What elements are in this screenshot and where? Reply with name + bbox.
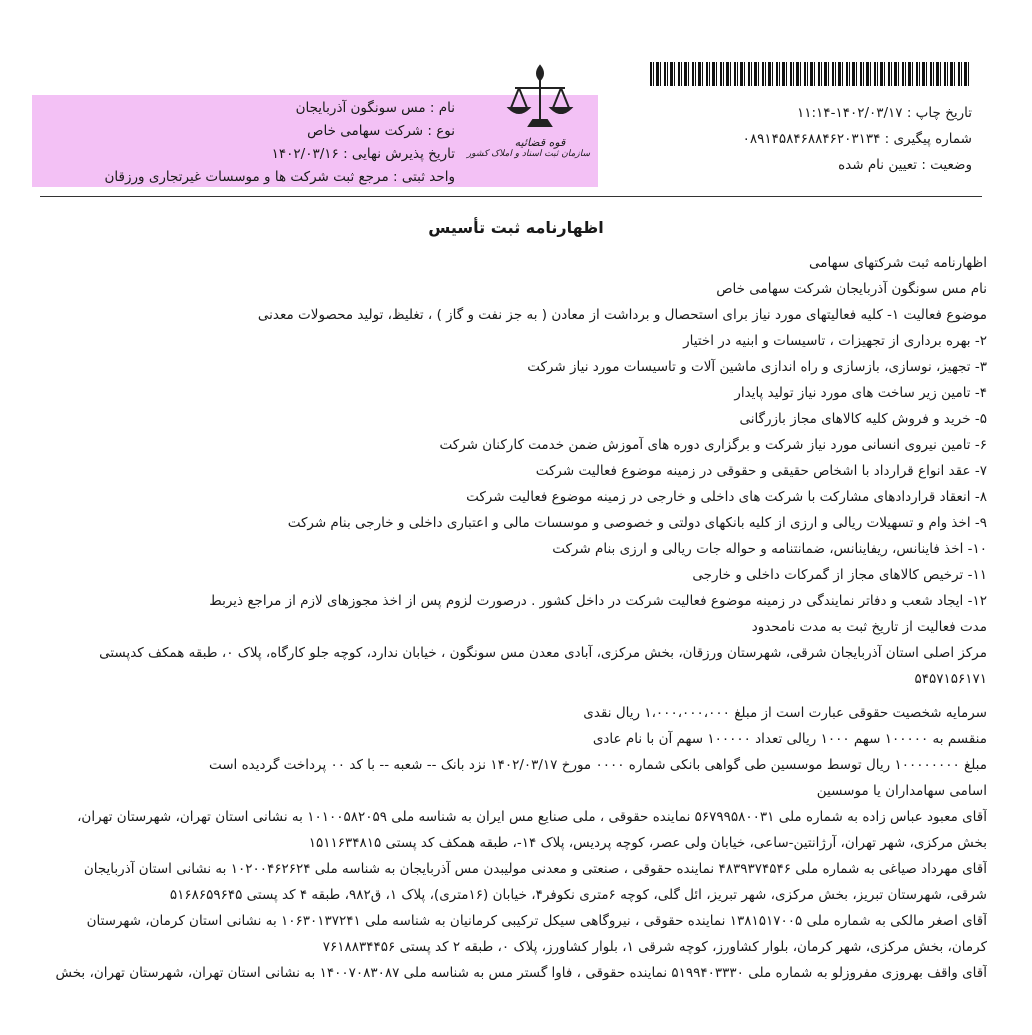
body-line: ۹- اخذ وام و تسهیلات ریالی و ارزی از کلیه بانکهای دولتی و خصوصی و موسسات مالی و اعتباری داخلی و خارجی بنام شرکت	[287, 515, 987, 531]
body-line: آقای اصغر مالکی به شماره ملی ۱۳۸۱۵۱۷۰۰۵ نماینده حقوقی ، نیروگاهی سیکل ترکیبی کرمانیان به شناسه ملی ۱۰۶۳۰۱۳۷۲۴۱ به نشانی استان کرمان، شهرستان	[86, 913, 987, 929]
body-line: ۶- تامین نیروی انسانی مورد نیاز شرکت و برگزاری دوره های آموزش ضمن خدمت کارکنان شرکت	[439, 437, 987, 453]
body-line: ۷- عقد انواع قرارداد با اشخاص حقیقی و حقوقی در زمینه موضوع فعالیت شرکت	[535, 463, 987, 479]
body-line: ۵- خرید و فروش کلیه کالاهای مجاز بازرگانی	[739, 411, 987, 427]
scales-icon	[505, 62, 575, 134]
company-info	[60, 95, 455, 189]
body-line: اظهارنامه ثبت شرکتهای سهامی	[809, 255, 987, 271]
body-line: نام مس سونگون آذربایجان شرکت سهامی خاص	[716, 281, 987, 297]
header-divider	[40, 196, 982, 197]
body-line: آقای مهرداد صیاغی به شماره ملی ۴۸۳۹۳۷۴۵۴۶ نماینده حقوقی ، صنعتی و معدنی مولیبدن مس آذربایجان به شناسه ملی ۱۰۲۰۰۴۶۲۶۲۴ به نشانی استان آذربایجان	[83, 861, 987, 877]
body-line: ۳- تجهیز، نوسازی، بازسازی و راه اندازی ماشین آلات و تاسیسات مورد نیاز شرکت	[527, 359, 987, 375]
body-line: سرمایه شخصیت حقوقی عبارت است از مبلغ ۱،۰۰۰،۰۰۰،۰۰۰ ریال نقدی	[583, 705, 987, 721]
registration-unit: واحد ثبتی : مرجع ثبت شرکت ها و موسسات غیرتجاری ورزقان	[104, 169, 455, 185]
body-line: مرکز اصلی استان آذربایجان شرقی، شهرستان ورزقان، بخش مرکزی، آبادی معدن مس سونگون ، خیابان ندارد، کوچه جلو کارگاه، پلاک ۰، طبقه همکف کدپستی	[99, 645, 987, 661]
final-accept-date: تاریخ پذیرش نهایی : ۱۴۰۲/۰۳/۱۶	[271, 146, 455, 162]
body-line: ۴- تامین زیر ساخت های مورد نیاز تولید پایدار	[734, 385, 987, 401]
company-name: نام : مس سونگون آذربایجان	[295, 100, 455, 116]
body-line: ۲- بهره برداری از تجهیزات ، تاسیسات و ابنیه در اختیار	[683, 333, 987, 349]
body-line: مدت فعالیت از تاریخ ثبت به مدت نامحدود	[751, 619, 987, 635]
status-text: وضعیت : تعیین نام شده	[838, 157, 972, 173]
company-type: نوع : شرکت سهامی خاص	[307, 123, 455, 139]
document-title: اظهارنامه ثبت تأسیس	[428, 218, 604, 237]
body-line: آقای واقف بهروزی مفروزلو به شماره ملی ۵۱۹۹۴۰۳۳۳۰ نماینده حقوقی ، فاوا گستر مس به شناسه ملی ۱۴۰۰۷۰۸۳۰۸۷ به نشانی استان تهران، شهرستان تهران، بخش	[55, 965, 987, 981]
body-line: موضوع فعالیت ۱- کلیه فعالیتهای مورد نیاز برای استحصال و برداشت از معادن ( به جز نفت و گاز ) ، تغلیظ، تولید محصولات معدنی	[257, 307, 987, 323]
body-line: آقای معبود عباس زاده به شماره ملی ۵۶۷۹۹۵۸۰۰۳۱ نماینده حقوقی ، ملی صنایع مس ایران به شناسه ملی ۱۰۱۰۰۵۸۲۰۵۹ به نشانی استان تهران، شهرستان تهران،	[77, 809, 987, 825]
body-line: ۸- انعقاد قراردادهای مشارکت با شرکت های داخلی و خارجی در زمینه موضوع فعالیت شرکت	[466, 489, 987, 505]
print-date: تاریخ چاپ : ۱۴۰۲/۰۳/۱۷-۱۱:۱۴	[797, 105, 972, 121]
judiciary-label: قوه قضائیه	[514, 136, 566, 149]
body-line: ۵۴۵۷۱۵۶۱۷۱	[914, 671, 987, 687]
document-body	[20, 250, 987, 986]
barcode	[650, 62, 970, 86]
print-info	[612, 100, 972, 178]
body-line: ۱۰- اخذ فاینانس، ریفاینانس، ضمانتنامه و حواله جات ریالی و ارزی بنام شرکت	[552, 541, 987, 557]
body-line: منقسم به ۱۰۰۰۰۰ سهم ۱۰۰۰ ریالی تعداد ۱۰۰۰۰۰ سهم آن با نام عادی	[592, 731, 987, 747]
body-line: اسامی سهامداران یا موسسین	[816, 783, 987, 799]
org-label: سازمان ثبت اسناد و املاک کشور	[466, 149, 590, 159]
body-line: ۱۱- ترخیص کالاهای مجاز از گمرکات داخلی و خارجی	[692, 567, 987, 583]
judiciary-emblem	[466, 62, 590, 187]
body-line: مبلغ ۱۰۰۰۰۰۰۰۰ ریال توسط موسسین طی گواهی بانکی شماره ۰۰۰۰ مورخ ۱۴۰۲/۰۳/۱۷ نزد بانک -- شعبه -- با کد ۰۰ پرداخت گردیده است	[208, 757, 987, 773]
body-line: کرمان، بخش مرکزی، شهر کرمان، بلوار کشاورز، کوچه شرقی ۱، بلوار کشاورز، پلاک ۰، طبقه ۲ کد پستی ۷۶۱۸۸۳۴۴۵۶	[322, 939, 987, 955]
tracking-number: شماره پیگیری : ۰۸۹۱۴۵۸۴۶۸۸۴۶۲۰۳۱۳۴	[742, 131, 972, 147]
body-line: ۱۲- ایجاد شعب و دفاتر نمایندگی در زمینه موضوع فعالیت شرکت در داخل کشور . درصورت لزوم پس از اخذ مجوزهای لازم از مراجع ذیربط	[209, 593, 987, 609]
body-line: بخش مرکزی، شهر تهران، آرژانتین-ساعی، خیابان ولی عصر، کوچه پردیس، پلاک ۱۴-، طبقه همکف کد پستی ۱۵۱۱۶۳۴۸۱۵	[308, 835, 987, 851]
body-line: شرقی، شهرستان تبریز، بخش مرکزی، شهر تبریز، ائل گلی، کوچه ۶متری نکوفر۴، خیابان (۱۶متری)، پلاک ۱، ق۹۸۲، طبقه ۴ کد پستی ۵۱۶۸۶۵۹۶۴۵	[169, 887, 987, 903]
